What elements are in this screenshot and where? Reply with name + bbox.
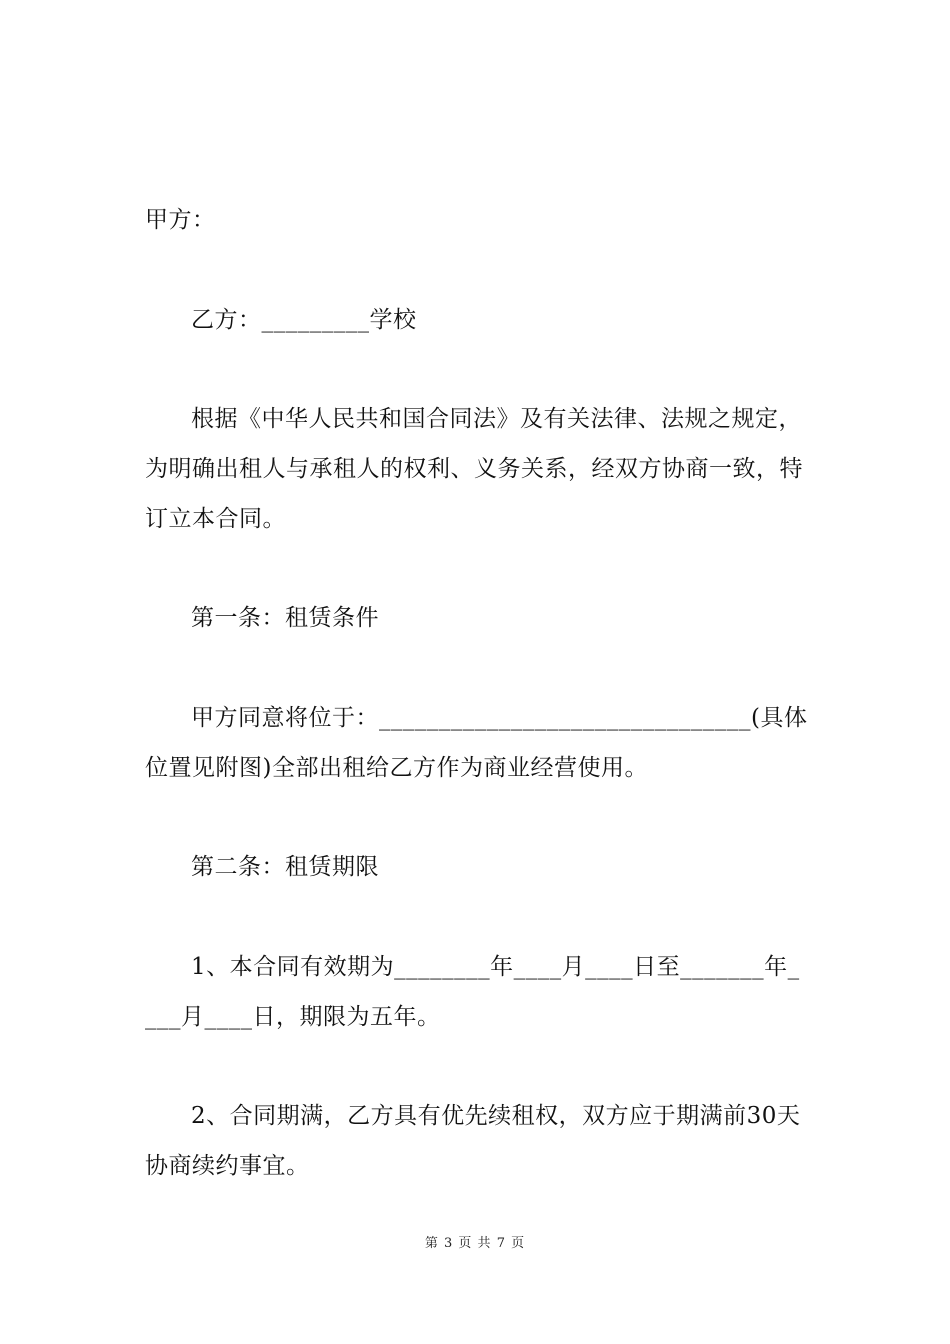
preamble-paragraph: 根据《中华人民共和国合同法》及有关法律、法规之规定，为明确出租人与承租人的权利、义务关系，经双方协商一致，特订立本合同。 bbox=[145, 406, 803, 532]
article-2-title: 第二条：租赁期限 bbox=[191, 854, 379, 880]
party-a-line: 甲方： bbox=[145, 207, 216, 233]
article-1-body: 甲方同意将位于：_______________________________(具体位置见附图)全部出租给乙方作为商业经营使用。 bbox=[145, 705, 808, 781]
article-2-item-1-line-1: 1、本合同有效期为________年____月____日至_______年_ bbox=[191, 954, 800, 980]
page-footer: 第 3 页 共 7 页 bbox=[424, 1236, 526, 1251]
party-b-line: 乙方：_________学校 bbox=[191, 307, 417, 333]
article-2-item-2: 2、合同期满，乙方具有优先续租权，双方应于期满前30天协商续约事宜。 bbox=[145, 1103, 801, 1179]
article-2-item-1-line-2: ___月____日，期限为五年。 bbox=[145, 1004, 441, 1030]
article-1-title: 第一条：租赁条件 bbox=[191, 605, 379, 631]
